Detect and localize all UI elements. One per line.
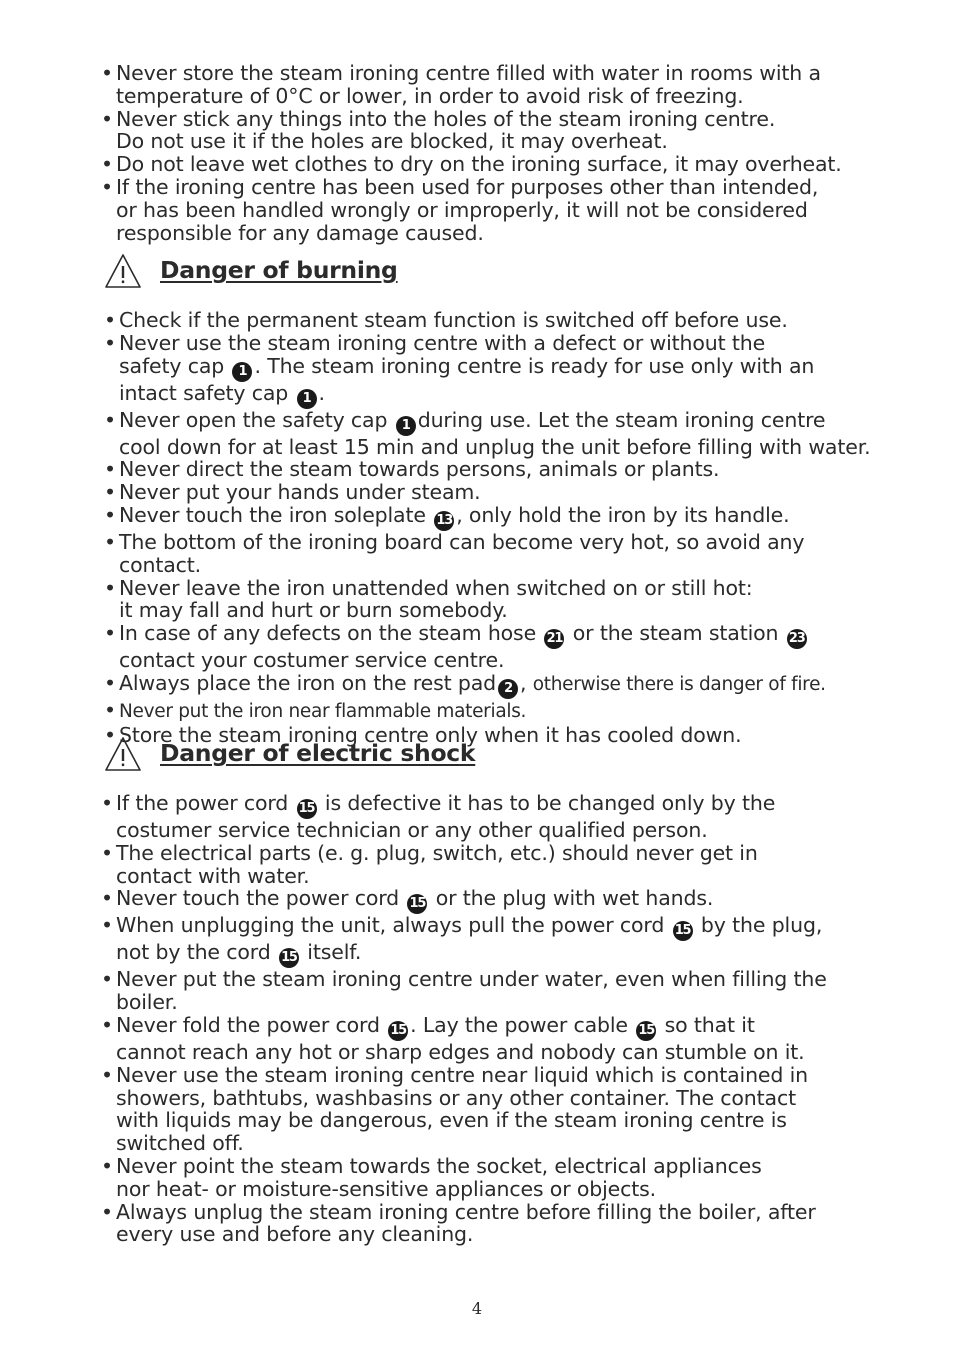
list-item-line: nor heat- or moisture-sensitive appliances or objects.: [116, 1176, 657, 1201]
bullet-icon: •: [101, 1062, 113, 1087]
bullet-icon: •: [104, 330, 116, 355]
bullet-icon: •: [104, 480, 116, 505]
list-item-line: Never leave the iron unattended when switched on or still hot:: [119, 575, 753, 600]
list-item: [101, 887, 954, 914]
part-number-badge: 15: [636, 1021, 656, 1041]
list-item-line: Never use the steam ironing centre near liquid which is contained in: [116, 1062, 809, 1087]
bullet-icon: •: [101, 152, 113, 177]
list-item-line: Never fold the power cord 15 . Lay the power cable 15 so that it: [116, 1014, 954, 1041]
bullet-icon: •: [101, 913, 113, 938]
bullet-icon: •: [104, 670, 116, 695]
list-item-line: Never put your hands under steam.: [119, 480, 481, 505]
list-item-line: Do not use it if the holes are blocked, it may overheat.: [116, 129, 668, 154]
bullet-icon: •: [104, 697, 116, 722]
part-number-badge: 15: [297, 799, 317, 819]
list-item-line: If the power cord 15 is defective it has to be changed only by the: [116, 792, 954, 819]
list-item-line: responsible for any damage caused.: [116, 220, 484, 245]
list-item-line: Do not leave wet clothes to dry on the ironing surface, it may overheat.: [116, 152, 842, 177]
intro-list: [0, 62, 954, 244]
list-item-line: cannot reach any hot or sharp edges and nobody can stumble on it.: [116, 1039, 805, 1064]
list-item-line: switched off.: [116, 1131, 244, 1156]
list-item-line: intact safety cap 1 .: [119, 382, 954, 409]
list-item: [104, 622, 954, 672]
list-item-line: it may fall and hurt or burn somebody.: [119, 598, 508, 623]
list-item-line: cool down for at least 15 min and unplug the unit before filling with water.: [119, 434, 871, 459]
bullet-icon: •: [104, 722, 116, 747]
list-item-line: [119, 699, 954, 724]
condensed-text: otherwise there is danger of fire.: [532, 673, 826, 695]
bullet-icon: •: [101, 886, 113, 911]
bullet-icon: •: [101, 106, 113, 131]
part-number-badge: 1: [297, 389, 317, 409]
list-item: [104, 309, 954, 332]
list-item-line: boiler.: [116, 990, 178, 1015]
list-item-line: Never stick any things into the holes of the steam ironing centre.: [116, 106, 776, 131]
list-item: [101, 968, 954, 1014]
part-number-badge: 1: [396, 416, 416, 436]
part-number-badge: 23: [787, 629, 807, 649]
list-item: [101, 1064, 954, 1155]
bullet-icon: •: [104, 575, 116, 600]
part-number-badge: 15: [407, 894, 427, 914]
list-item-line: contact your costumer service centre.: [119, 648, 505, 673]
list-item-line: Always place the iron on the rest pad 2 , otherwise there is danger of fire.: [119, 672, 954, 699]
list-item: [101, 176, 954, 244]
list-item-line: Check if the permanent steam function is switched off before use.: [119, 308, 788, 332]
bullet-icon: •: [104, 502, 116, 527]
list-item-line: temperature of 0°C or lower, in order to avoid risk of freezing.: [116, 83, 744, 108]
list-item-line: Never touch the iron soleplate 13 , only hold the iron by its handle.: [119, 504, 954, 531]
list-item-line: contact with water.: [116, 863, 310, 888]
list-item: [104, 672, 954, 699]
bullet-icon: •: [104, 621, 116, 646]
part-number-badge: 1: [232, 362, 252, 382]
list-item: [101, 1014, 954, 1064]
list-item-line: Never direct the steam towards persons, animals or plants.: [119, 457, 720, 482]
list-item-line: In case of any defects on the steam hose 21 or the steam station 23: [119, 622, 954, 649]
bullet-icon: •: [101, 61, 113, 85]
bullet-icon: •: [101, 967, 113, 992]
list-item: [104, 504, 954, 531]
list-item-line: every use and before any cleaning.: [116, 1222, 474, 1247]
part-number-badge: 21: [544, 629, 564, 649]
list-item: [101, 1155, 954, 1201]
list-item-line: Never put the steam ironing centre under water, even when filling the: [116, 967, 827, 992]
shock-list: [0, 792, 954, 1246]
bullet-icon: •: [101, 840, 113, 865]
page-number: 4: [471, 1299, 483, 1318]
bullet-icon: •: [104, 308, 116, 332]
part-number-badge: 15: [388, 1021, 408, 1041]
list-item-line: costumer service technician or any other qualified person.: [116, 818, 708, 842]
list-item-line: Never point the steam towards the socket, electrical appliances: [116, 1153, 762, 1178]
list-item-line: The electrical parts (e. g. plug, switch, etc.) should never get in: [116, 840, 758, 865]
list-item-line: When unplugging the unit, always pull the power cord 15 by the plug,: [116, 914, 954, 941]
list-item: [104, 577, 954, 623]
list-item: [101, 792, 954, 842]
list-item: [101, 914, 954, 968]
bullet-icon: •: [104, 529, 116, 554]
list-item: [104, 699, 954, 724]
list-item-line: Always unplug the steam ironing centre before filling the boiler, after: [116, 1199, 816, 1224]
list-item: [104, 531, 954, 577]
burning-list: [0, 309, 954, 747]
list-item: [101, 842, 954, 888]
list-item-line: Never store the steam ironing centre filled with water in rooms with a: [116, 61, 821, 85]
list-item-line: safety cap 1 . The steam ironing centre is ready for use only with an: [119, 355, 954, 382]
list-item: [101, 1201, 954, 1247]
list-item: [101, 62, 954, 108]
list-item: [104, 458, 954, 481]
bullet-icon: •: [101, 1199, 113, 1224]
list-item-line: not by the cord 15 itself.: [116, 941, 954, 968]
condensed-text: Never put the iron near flammable materials.: [119, 700, 527, 722]
part-number-badge: 2: [498, 679, 518, 699]
list-item: [101, 153, 954, 176]
list-item: [101, 108, 954, 154]
list-item-line: Never use the steam ironing centre with a defect or without the: [119, 330, 766, 355]
bullet-icon: •: [104, 407, 116, 432]
bullet-icon: •: [101, 174, 113, 199]
list-item-line: with liquids may be dangerous, even if the steam ironing centre is: [116, 1108, 787, 1133]
list-item-line: or has been handled wrongly or improperly, it will not be considered: [116, 197, 808, 222]
bullet-icon: •: [101, 1153, 113, 1178]
list-item-line: contact.: [119, 552, 202, 577]
list-item-line: If the ironing centre has been used for purposes other than intended,: [116, 174, 819, 199]
list-item-line: Never open the safety cap 1 during use. Let the steam ironing centre: [119, 409, 954, 436]
list-item: [104, 409, 954, 459]
bullet-icon: •: [101, 1012, 113, 1037]
list-item-line: showers, bathtubs, washbasins or any other container. The contact: [116, 1085, 796, 1110]
list-item: [104, 332, 954, 409]
bullet-icon: •: [104, 457, 116, 482]
list-item-line: The bottom of the ironing board can become very hot, so avoid any: [119, 529, 805, 554]
list-item-line: Never touch the power cord 15 or the plug with wet hands.: [116, 887, 954, 914]
list-item: [104, 481, 954, 504]
warning-triangle-icon: [104, 252, 142, 290]
part-number-badge: 15: [673, 921, 693, 941]
part-number-badge: 13: [434, 511, 454, 531]
shock-title: Danger of electric shock: [160, 739, 476, 767]
list-item-line: Store the steam ironing centre only when it has cooled down.: [119, 722, 742, 747]
warning-triangle-icon: [104, 735, 142, 773]
burning-title: Danger of burning: [160, 256, 398, 284]
bullet-icon: •: [101, 791, 113, 815]
part-number-badge: 15: [279, 948, 299, 968]
